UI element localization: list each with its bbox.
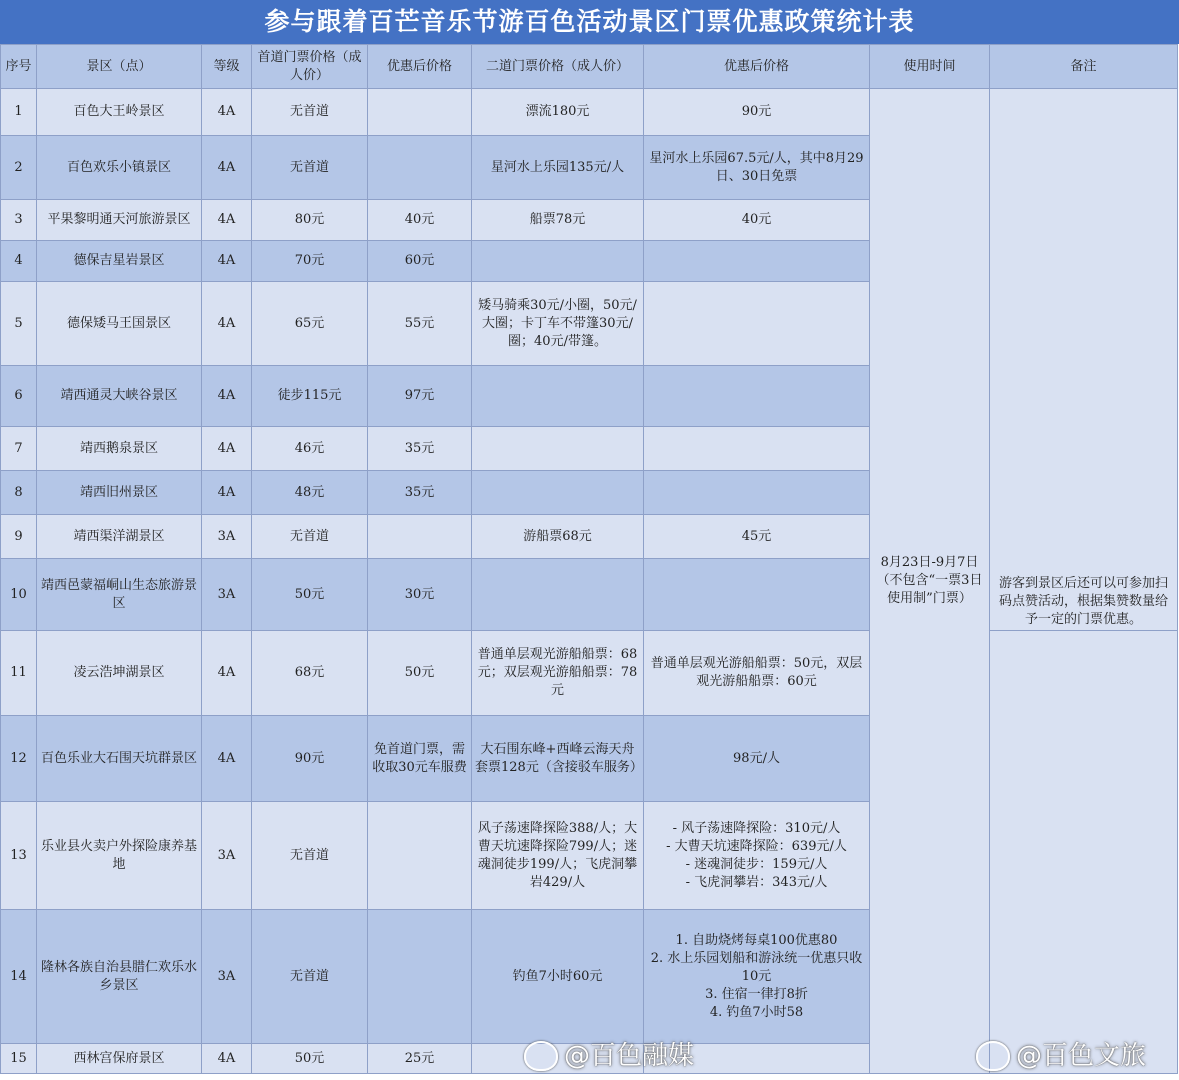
first-discount-cell: 35元 [368, 427, 472, 471]
first-price-cell: 无首道 [252, 89, 368, 136]
first-discount-cell: 免首道门票，需收取30元车服费 [368, 716, 472, 802]
first-price-cell: 无首道 [252, 515, 368, 559]
level-cell: 4A [202, 241, 252, 282]
second-discount-cell: 45元 [644, 515, 870, 559]
header-first-discount: 优惠后价格 [368, 45, 472, 89]
level-cell: 3A [202, 802, 252, 910]
level-cell: 4A [202, 282, 252, 366]
row-no-cell: 15 [1, 1044, 37, 1074]
header-row [1, 45, 1178, 89]
second-discount-cell: 星河水上乐园67.5元/人，其中8月29日、30日免票 [644, 136, 870, 200]
header-level: 等级 [202, 45, 252, 89]
usage-time-cell: 8月23日-9月7日（不包含“一票3日使用制”门票） [870, 89, 990, 1074]
row-no-cell: 14 [1, 910, 37, 1044]
weibo-icon [976, 1041, 1010, 1071]
level-cell: 4A [202, 89, 252, 136]
level-cell: 3A [202, 515, 252, 559]
second-price-cell: 船票78元 [472, 200, 644, 241]
first-discount-cell: 60元 [368, 241, 472, 282]
first-price-cell: 48元 [252, 471, 368, 515]
row-no-cell: 3 [1, 200, 37, 241]
first-price-cell: 46元 [252, 427, 368, 471]
row-no-cell: 5 [1, 282, 37, 366]
second-discount-cell [644, 427, 870, 471]
scenic-name-cell: 德保吉星岩景区 [37, 241, 202, 282]
row-no-cell: 12 [1, 716, 37, 802]
level-cell: 3A [202, 559, 252, 631]
watermark-text: @百色融媒 [564, 1041, 695, 1071]
table-row [1, 89, 1178, 136]
row-no-cell: 13 [1, 802, 37, 910]
first-discount-cell [368, 136, 472, 200]
watermark-bose-media [524, 1036, 694, 1076]
second-price-cell [472, 559, 644, 631]
row-no-cell: 2 [1, 136, 37, 200]
second-price-cell: 风子荡速降探险388/人；大曹天坑速降探险799/人；迷魂洞徒步199/人；飞虎洞攀岩429/人 [472, 802, 644, 910]
second-price-cell [472, 241, 644, 282]
scenic-name-cell: 平果黎明通天河旅游景区 [37, 200, 202, 241]
row-no-cell: 6 [1, 366, 37, 427]
remark-cell: 游客到景区后还可以可参加扫码点赞活动，根据集赞数量给予一定的门票优惠。 [990, 89, 1178, 631]
scenic-name-cell: 靖西邑蒙福峒山生态旅游景区 [37, 559, 202, 631]
second-price-cell: 矮马骑乘30元/小圈，50元/大圈；卡丁车不带篷30元/圈；40元/带篷。 [472, 282, 644, 366]
first-price-cell: 无首道 [252, 136, 368, 200]
scenic-name-cell: 百色乐业大石围天坑群景区 [37, 716, 202, 802]
first-price-cell: 50元 [252, 559, 368, 631]
header-first-price: 首道门票价格（成人价） [252, 45, 368, 89]
header-remark: 备注 [990, 45, 1178, 89]
first-price-cell: 68元 [252, 631, 368, 716]
second-discount-cell: 90元 [644, 89, 870, 136]
row-no-cell: 11 [1, 631, 37, 716]
level-cell: 3A [202, 910, 252, 1044]
watermark-text: @百色文旅 [1016, 1041, 1147, 1071]
row-no-cell: 9 [1, 515, 37, 559]
second-discount-cell [644, 366, 870, 427]
scenic-name-cell: 凌云浩坤湖景区 [37, 631, 202, 716]
first-price-cell: 50元 [252, 1044, 368, 1074]
first-price-cell: 65元 [252, 282, 368, 366]
first-discount-cell: 55元 [368, 282, 472, 366]
first-price-cell: 徒步115元 [252, 366, 368, 427]
second-price-cell: 钓鱼7小时60元 [472, 910, 644, 1044]
discount-table [0, 44, 1178, 1074]
second-price-cell: 漂流180元 [472, 89, 644, 136]
second-discount-cell: 普通单层观光游船船票：50元，双层观光游船船票：60元 [644, 631, 870, 716]
scenic-name-cell: 西林宫保府景区 [37, 1044, 202, 1074]
scenic-name-cell: 乐业县火卖户外探险康养基地 [37, 802, 202, 910]
row-no-cell: 4 [1, 241, 37, 282]
scenic-name-cell: 百色大王岭景区 [37, 89, 202, 136]
scenic-name-cell: 德保矮马王国景区 [37, 282, 202, 366]
second-discount-cell [644, 559, 870, 631]
second-discount-cell [644, 282, 870, 366]
second-discount-cell: 1. 自助烧烤每桌100优惠80 2. 水上乐园划船和游泳统一优惠只收10元 3. 住宿一律打8折 4. 钓鱼7小时58 [644, 910, 870, 1044]
second-discount-cell [644, 241, 870, 282]
second-price-cell: 游船票68元 [472, 515, 644, 559]
row-no-cell: 10 [1, 559, 37, 631]
scenic-name-cell: 隆林各族自治县腊仁欢乐水乡景区 [37, 910, 202, 1044]
level-cell: 4A [202, 200, 252, 241]
first-discount-cell: 97元 [368, 366, 472, 427]
level-cell: 4A [202, 631, 252, 716]
table-row [1, 631, 1178, 716]
first-discount-cell: 25元 [368, 1044, 472, 1074]
second-discount-cell: 98元/人 [644, 716, 870, 802]
header-no: 序号 [1, 45, 37, 89]
scenic-name-cell: 靖西旧州景区 [37, 471, 202, 515]
first-discount-cell [368, 802, 472, 910]
first-price-cell: 80元 [252, 200, 368, 241]
scenic-name-cell: 靖西鹅泉景区 [37, 427, 202, 471]
header-second-discount: 优惠后价格 [644, 45, 870, 89]
second-price-cell [472, 471, 644, 515]
level-cell: 4A [202, 136, 252, 200]
second-price-cell: 大石围东峰+西峰云海天舟套票128元（含接驳车服务） [472, 716, 644, 802]
second-discount-cell: - 风子荡速降探险：310元/人 - 大曹天坑速降探险：639元/人 - 迷魂洞徒步：159元/人 - 飞虎洞攀岩：343元/人 [644, 802, 870, 910]
second-price-cell [472, 366, 644, 427]
second-discount-cell: 40元 [644, 200, 870, 241]
level-cell: 4A [202, 427, 252, 471]
first-price-cell: 无首道 [252, 910, 368, 1044]
first-discount-cell: 35元 [368, 471, 472, 515]
weibo-icon [524, 1041, 558, 1071]
header-usage-time: 使用时间 [870, 45, 990, 89]
scenic-name-cell: 靖西渠洋湖景区 [37, 515, 202, 559]
first-discount-cell: 30元 [368, 559, 472, 631]
row-no-cell: 8 [1, 471, 37, 515]
page-title: 参与跟着百芒音乐节游百色活动景区门票优惠政策统计表 [0, 0, 1179, 44]
first-discount-cell [368, 515, 472, 559]
first-price-cell: 90元 [252, 716, 368, 802]
second-price-cell: 星河水上乐园135元/人 [472, 136, 644, 200]
row-no-cell: 7 [1, 427, 37, 471]
remark-cell [990, 631, 1178, 1074]
level-cell: 4A [202, 471, 252, 515]
first-price-cell: 无首道 [252, 802, 368, 910]
first-discount-cell [368, 89, 472, 136]
scenic-name-cell: 靖西通灵大峡谷景区 [37, 366, 202, 427]
level-cell: 4A [202, 716, 252, 802]
second-price-cell: 普通单层观光游船船票：68元；双层观光游船船票：78元 [472, 631, 644, 716]
level-cell: 4A [202, 1044, 252, 1074]
header-scenic: 景区（点） [37, 45, 202, 89]
row-no-cell: 1 [1, 89, 37, 136]
first-discount-cell: 50元 [368, 631, 472, 716]
first-discount-cell [368, 910, 472, 1044]
header-second-price: 二道门票价格（成人价） [472, 45, 644, 89]
second-discount-cell [644, 471, 870, 515]
watermark-bose-tourism [976, 1036, 1146, 1076]
first-discount-cell: 40元 [368, 200, 472, 241]
level-cell: 4A [202, 366, 252, 427]
scenic-name-cell: 百色欢乐小镇景区 [37, 136, 202, 200]
first-price-cell: 70元 [252, 241, 368, 282]
second-price-cell [472, 427, 644, 471]
